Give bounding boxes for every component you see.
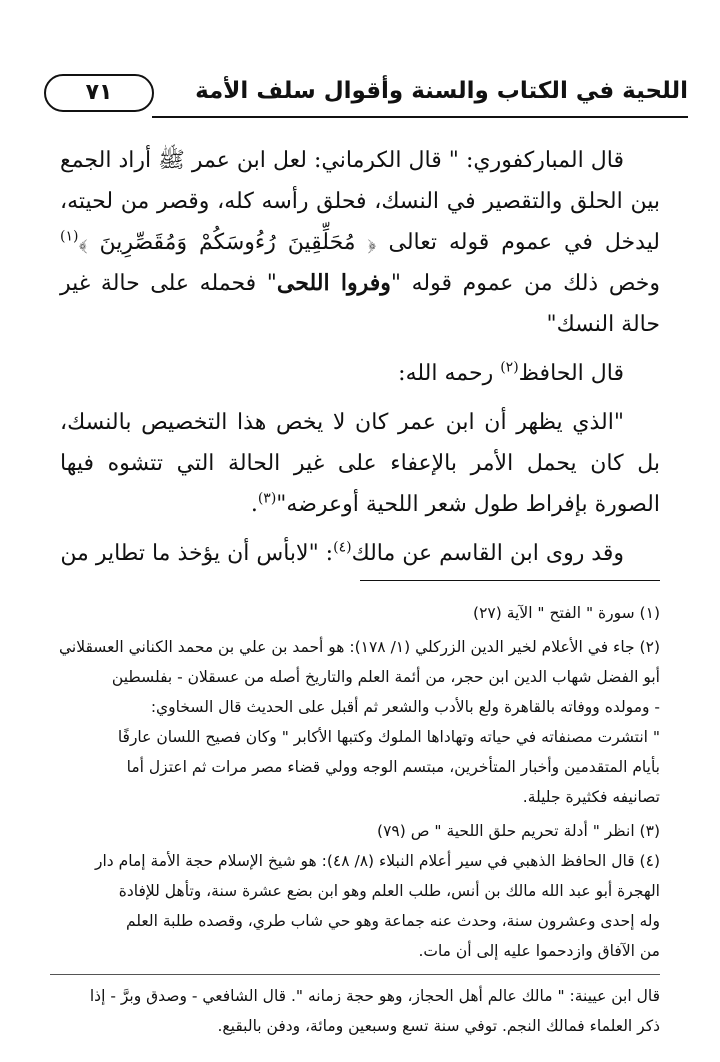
footnote-4-line: من الآفاق وازدحموا عليه إلى أن مات. — [418, 942, 660, 960]
paragraph-text: قال المباركفوري: " قال الكرماني: لعل ابن عمر ﷺ أراد الجمع بين الحلق والتقصير في النسك، فحلق رأسه كله، وقصر من لحيته، ليدخل في عموم قوله تعالى ﴿ مُحَلِّقِينَ رُءُوسَكُمْ وَمُقَصِّرِينَ ﴾ — [60, 148, 660, 255]
running-title: اللحية في الكتاب والسنة وأقوال سلف الأمة — [195, 78, 688, 104]
footnote-ref-3: (٣) — [257, 490, 277, 507]
footnote-2-line: بأيام المتقدمين وأخبار المتأخرين، مبتسم الوجه وولي قضاء مصر مرات ثم اعتزل أما — [126, 758, 660, 776]
page-number: ٧١ — [44, 74, 154, 112]
paragraph-text: قال الحافظ — [518, 361, 624, 386]
footnote-4-line: الهجرة أبو عبد الله مالك بن أنس، طلب العلم وهو ابن بضع عشرة سنة، وتأهل للإفادة — [118, 882, 660, 900]
paragraph-text: "الذي يظهر أن ابن عمر كان لا يخص هذا التخصيص بالنسك، بل كان يحمل الأمر بالإعفاء على غير الحالة التي تتشوه فيها الصورة بإفراط طول شعر اللحية أوعرضه" — [60, 410, 660, 517]
footnote-2-line: تصانيفه فكثيرة جليلة. — [522, 788, 660, 806]
main-text — [60, 140, 660, 574]
footnote-ref-4: (٤) — [333, 539, 352, 556]
paragraph-text: . — [250, 492, 258, 517]
footnote-4-line: وله إحدى وعشرون سنة، وحدث عنه جماعة وهو حي شاب طري، وقصده طلبة العلم — [125, 912, 660, 930]
paragraph-text: : "لابأس أن يؤخذ ما تطاير من — [60, 541, 334, 566]
footnote-4-line: (٤) قال الحافظ الذهبي في سير أعلام النبلاء (٨/ ٤٨): هو شيخ الإسلام حجة الأمة إمام دار — [95, 852, 660, 870]
paragraph-text: وقد روى ابن القاسم عن مالك — [351, 541, 624, 566]
footnote-divider — [50, 974, 660, 975]
footnote-2-line: (٢) جاء في الأعلام لخير الدين الزركلي (١/ ١٧٨): هو أحمد بن علي بن محمد الكناني العسقلاني — [58, 638, 660, 656]
footnote-separator — [360, 580, 660, 581]
paragraph-text: وخص ذلك من عموم قوله " — [390, 271, 661, 296]
paragraph-hafiz — [60, 353, 660, 394]
footnote-2-line: - ومولده ووفاته بالقاهرة ولع بالأدب والشعر ثم أقبل على الحديث قال السخاوي: — [150, 698, 660, 716]
page-header — [40, 70, 688, 118]
footnote-ref-1: (١) — [60, 228, 79, 245]
footnote-ref-2: (٢) — [500, 359, 519, 376]
paragraph-malik — [60, 533, 660, 574]
footnote-1: (١) سورة " الفتح " الآية (٢٧) — [473, 604, 660, 622]
footnote-4-continuation: قال ابن عيينة: " مالك عالم أهل الحجاز، وهو حجة زمانه ". قال الشافعي - وصدق وبرَّ - إذا — [89, 987, 660, 1005]
paragraph-text: " فحمله على حالة غير حالة النسك" — [60, 271, 660, 337]
footnotes — [50, 598, 660, 1041]
footnote-3: (٣) انظر " أدلة تحريم حلق اللحية " ص (٧٩) — [377, 822, 660, 840]
footnote-4-continuation: ذكر العلماء فمالك النجم. توفي سنة تسع وسبعين ومائة، ودفن بالبقيع. — [217, 1017, 660, 1035]
hadith-phrase: وفروا اللحى — [276, 270, 391, 296]
paragraph-quote — [60, 402, 660, 525]
footnote-2-line: أبو الفضل شهاب الدين ابن حجر، من أئمة العلم والتاريخ أصله من عسقلان - بفلسطين — [111, 668, 660, 686]
header-rule — [152, 116, 688, 118]
paragraph-mubarakfuri — [60, 140, 660, 345]
footnote-2-line: " انتشرت مصنفاته في حياته وتهاداها الملوك وكتبها الأكابر " وكان فصيح اللسان عارفًا — [117, 728, 660, 746]
paragraph-text: رحمه الله: — [398, 361, 501, 386]
